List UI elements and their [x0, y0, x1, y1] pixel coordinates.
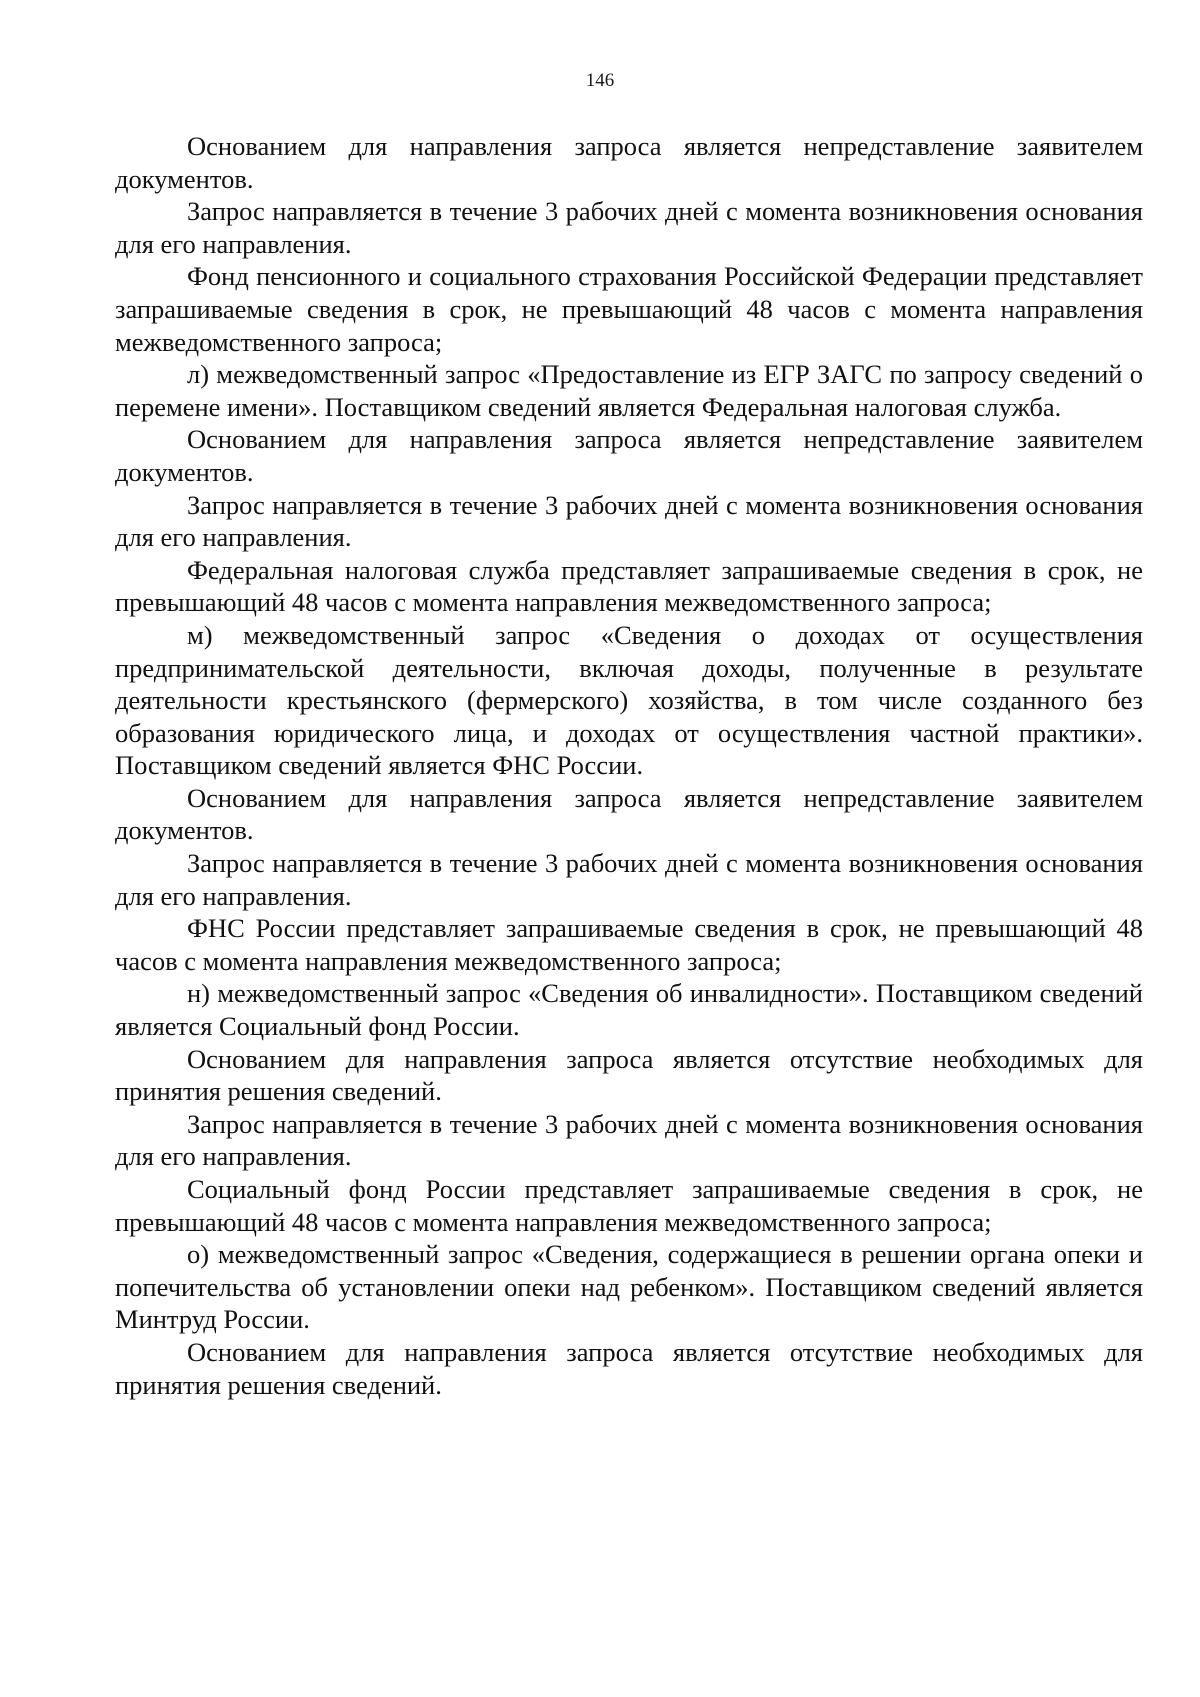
paragraph: Федеральная налоговая служба представляет запрашиваемые сведения в срок, не превышающий 48 часов с момента направления межведомственного запроса;: [115, 554, 1143, 618]
paragraph: о) межведомственный запрос «Сведения, содержащиеся в решении органа опеки и попечительства об установлении опеки над ребенком». Поставщиком сведений является Минтруд России.: [115, 1239, 1143, 1335]
paragraph: Запрос направляется в течение 3 рабочих дней с момента возникновения основания для его направления.: [115, 489, 1143, 553]
paragraph: Запрос направляется в течение 3 рабочих дней с момента возникновения основания для его направления.: [115, 848, 1143, 911]
paragraph: Основанием для направления запроса является непредставление заявителем документов.: [115, 424, 1143, 487]
paragraph: Запрос направляется в течение 3 рабочих дней с момента возникновения основания для его направления.: [115, 1108, 1143, 1172]
paragraph: м) межведомственный запрос «Сведения о доходах от осуществления предпринимательской деятельности, включая доходы, полученные в результате деятельности крестьянского (фермерского) хозяйства, в том числе созданного без образования юридического лица, и доходах от осуществления частной практики». Поставщиком сведений является ФНС России.: [115, 619, 1143, 781]
paragraph: Основанием для направления запроса является отсутствие необходимых для принятия решения сведений.: [115, 1043, 1143, 1107]
paragraph: н) межведомственный запрос «Сведения об инвалидности». Поставщиком сведений является Социальный фонд России.: [115, 978, 1143, 1042]
paragraph: л) межведомственный запрос «Предоставление из ЕГР ЗАГС по запросу сведений о перемене имени». Поставщиком сведений является Федеральная налоговая служба.: [115, 359, 1143, 422]
paragraph: Фонд пенсионного и социального страхования Российской Федерации представляет запрашиваемые сведения в срок, не превышающий 48 часов с момента направления межведомственного запроса;: [115, 261, 1143, 357]
paragraph: Запрос направляется в течение 3 рабочих дней с момента возникновения основания для его направления.: [115, 196, 1143, 259]
paragraph: Основанием для направления запроса является непредставление заявителем документов.: [115, 131, 1143, 194]
paragraph: Основанием для направления запроса является непредставление заявителем документов.: [115, 782, 1143, 846]
paragraph: ФНС России представляет запрашиваемые сведения в срок, не превышающий 48 часов с момента направления межведомственного запроса;: [115, 913, 1143, 976]
page-number: 146: [585, 70, 615, 91]
document-body: [115, 130, 1143, 1401]
paragraph: Социальный фонд России представляет запрашиваемые сведения в срок, не превышающий 48 часов с момента направления межведомственного запроса;: [115, 1174, 1143, 1237]
paragraph: Основанием для направления запроса является отсутствие необходимых для принятия решения сведений.: [115, 1336, 1143, 1400]
